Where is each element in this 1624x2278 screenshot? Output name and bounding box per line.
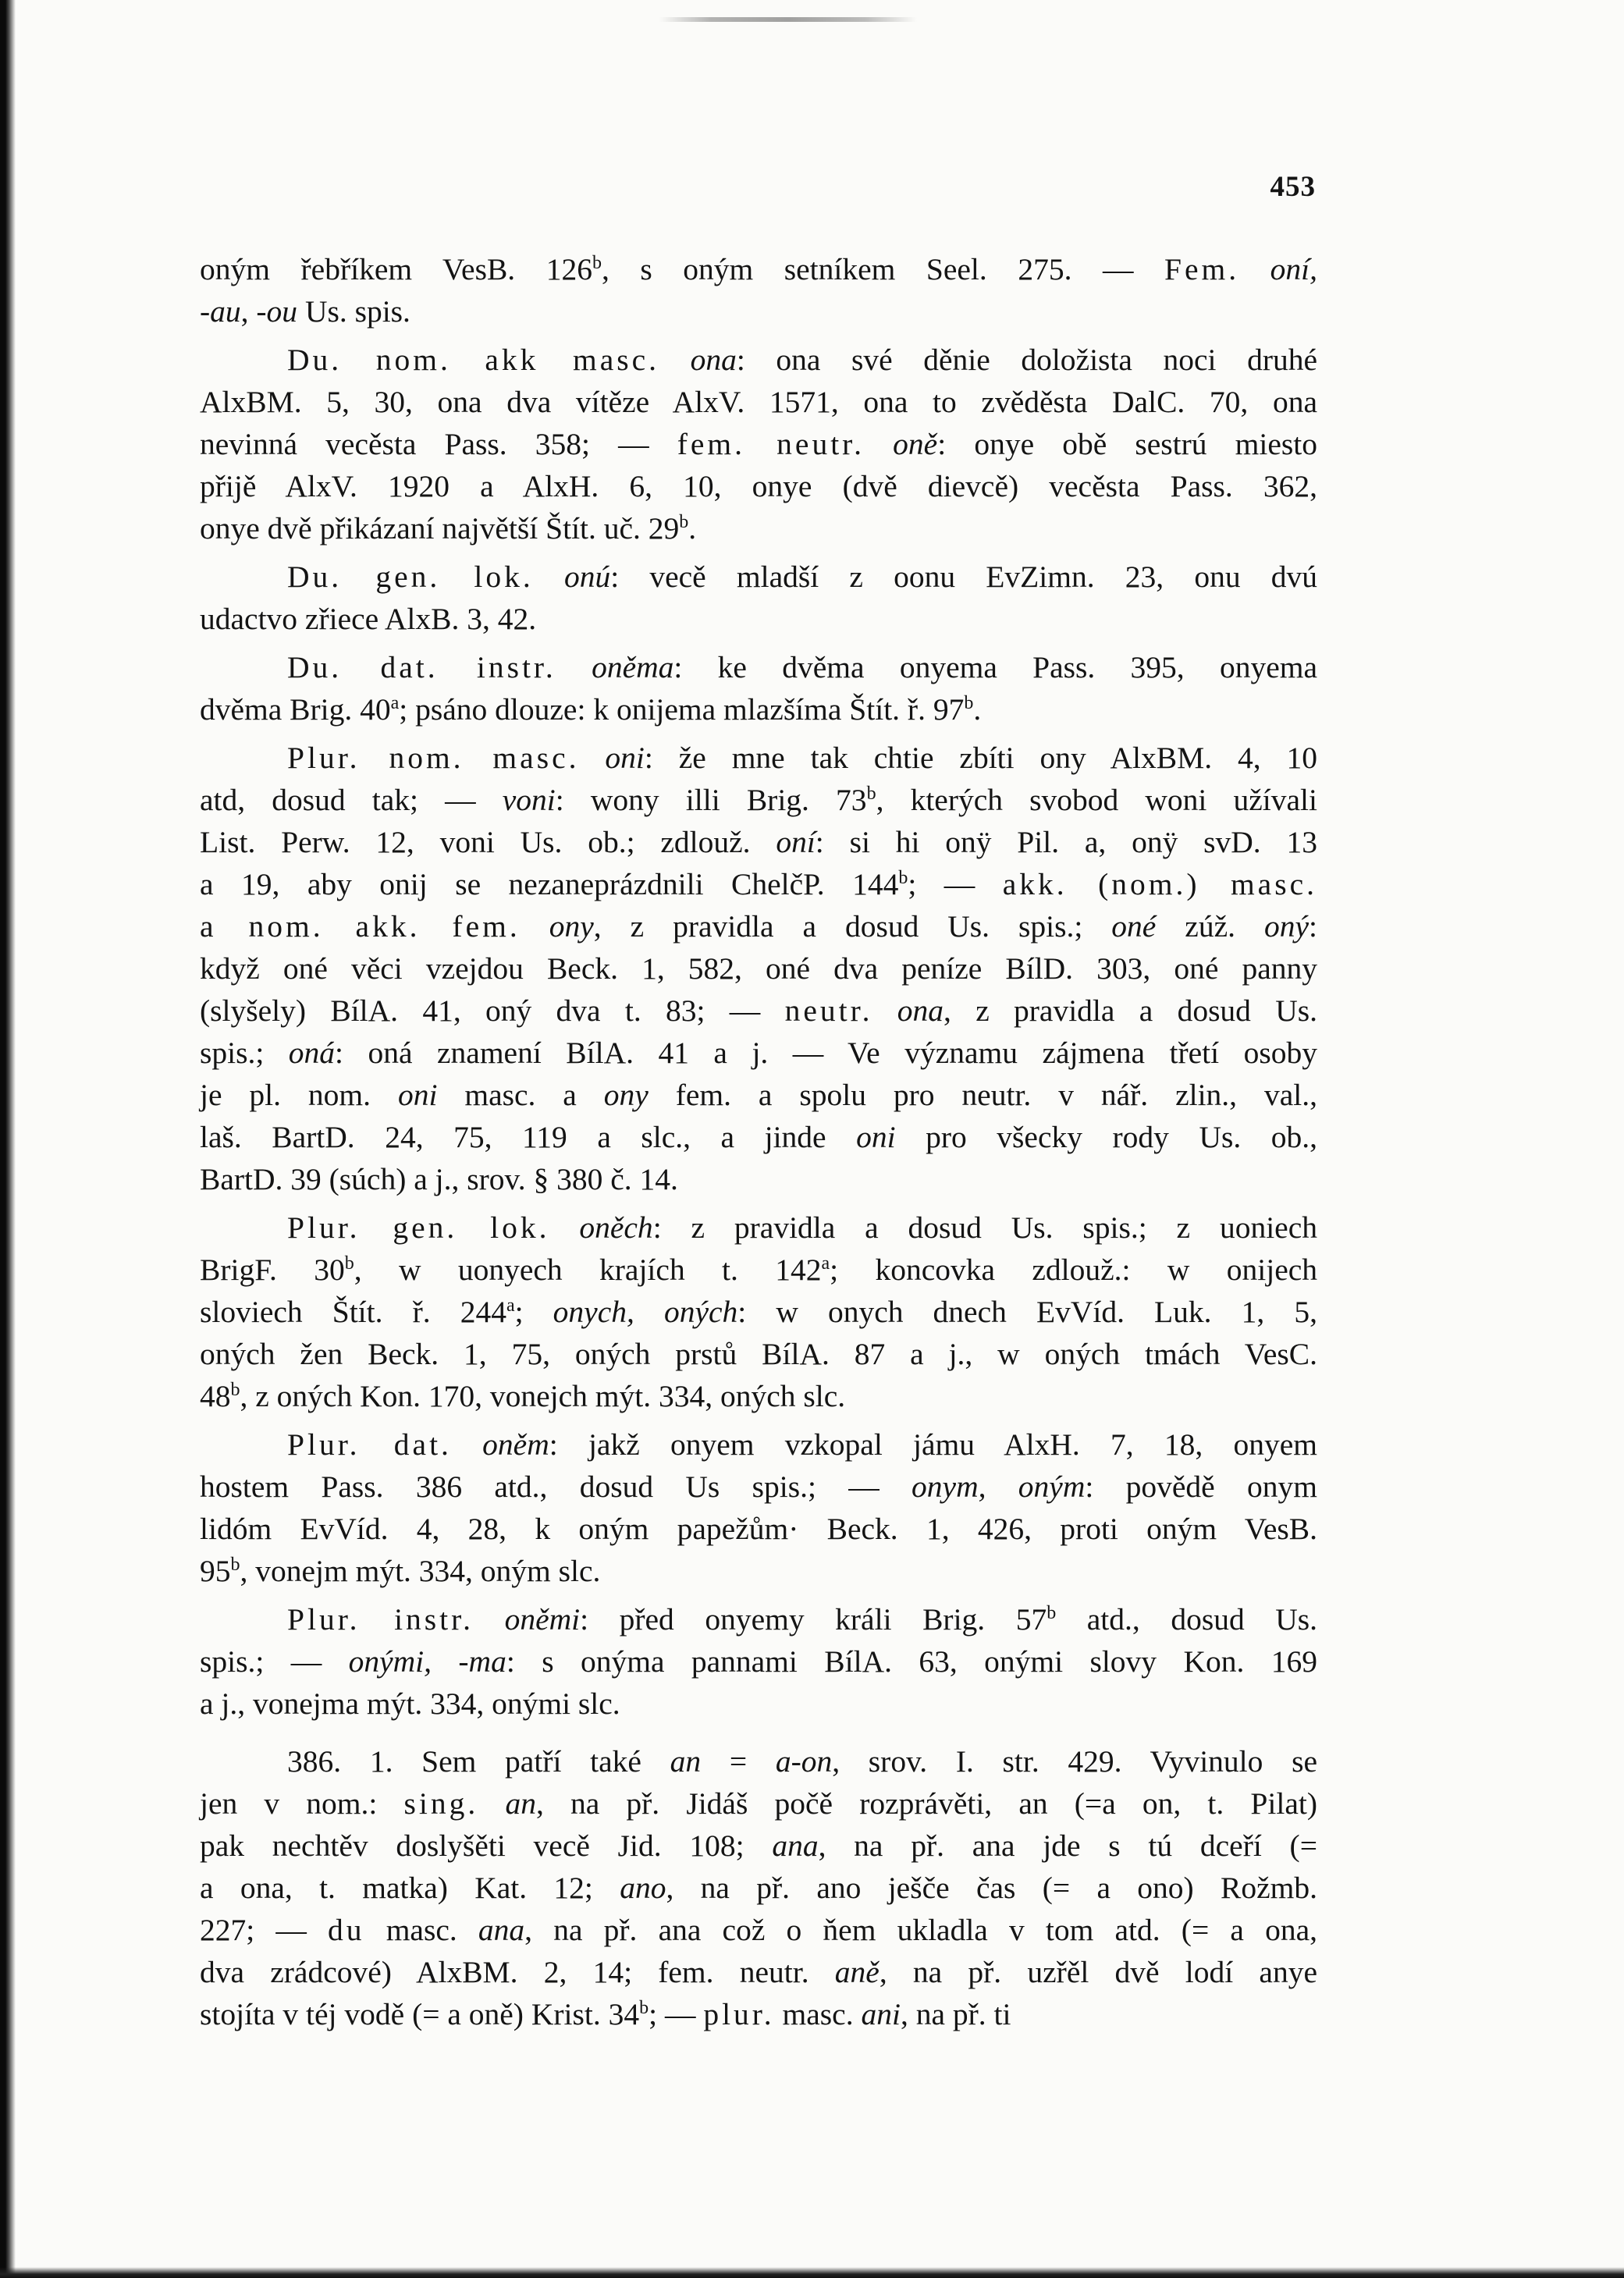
superscript: b: [1047, 1603, 1057, 1623]
text-line: [200, 990, 1317, 1032]
text-run: : s onýma pannami BílA. 63, onými slovy Kon. 169: [506, 1644, 1317, 1679]
text-run: a 19, aby onij se nezaneprázdnili ChelčP. 144: [200, 867, 899, 901]
text-line: [200, 1683, 1317, 1725]
text-run: : vecě mladší z oonu EvZimn. 23, onu dvú: [610, 560, 1317, 594]
text-run: 227; —: [200, 1913, 329, 1947]
text-run: hostem Pass. 386 atd., dosud Us spis.; —: [200, 1470, 912, 1504]
italic-term: ana: [478, 1913, 525, 1947]
text-line: [200, 1207, 1317, 1249]
text-run: , na př. ano ješče čas (= a ono) Rožmb.: [666, 1871, 1317, 1905]
superscript: b: [964, 693, 974, 713]
text-line: [200, 1598, 1317, 1640]
italic-term: onú: [563, 560, 611, 594]
spaced-label: sing.: [403, 1786, 479, 1821]
text-run: , z pravidla a dosud Us.: [943, 993, 1318, 1028]
text-run: BartD. 39 (súch) a j., srov. § 380 č. 14.: [200, 1162, 678, 1196]
text-run: ,: [240, 294, 257, 329]
text-line: [200, 646, 1317, 688]
text-run: [865, 427, 893, 461]
text-run: onye dvě přikázaní najvětší Štít. uč. 29: [200, 511, 680, 546]
text-run: a j., vonejma mýt. 334, onými slc.: [200, 1686, 620, 1721]
text-run: : wony illi Brig. 73: [555, 783, 867, 817]
spaced-label: Du. nom. akk masc.: [287, 343, 660, 377]
text-line: [200, 905, 1317, 947]
text-run: List. Perw. 12, voni Us. ob.; zdlouž.: [200, 825, 776, 859]
text-run: , na př. uzřěl dvě lodí anye: [879, 1955, 1317, 1989]
spaced-label: fem. neutr.: [677, 427, 865, 461]
text-line: [200, 1074, 1317, 1116]
text-run: masc. a: [437, 1078, 604, 1112]
superscript: b: [230, 1555, 240, 1575]
italic-term: onych, oných: [553, 1295, 738, 1329]
text-line: [200, 381, 1317, 423]
italic-term: oněm: [482, 1427, 549, 1462]
text-run: [659, 343, 691, 377]
text-run: , na př. Jidáš počě rozprávěti, an (=a on, t. Pilat): [535, 1786, 1317, 1821]
text-line: [200, 1375, 1317, 1417]
text-line: [200, 290, 1317, 332]
spaced-label: plur.: [703, 1997, 775, 2031]
page-number: 453: [1270, 171, 1316, 203]
text-line: [200, 1423, 1317, 1466]
italic-term: ony: [603, 1078, 649, 1112]
italic-term: oni: [856, 1120, 896, 1154]
text-run: .: [688, 511, 697, 546]
text-run: : že mne tak chtie zbíti ony AlxBM. 4, 10: [644, 741, 1318, 775]
text-line: [200, 1825, 1317, 1867]
italic-term: ony: [549, 909, 594, 944]
italic-term: oněma: [592, 650, 674, 684]
text-run: [474, 1602, 505, 1637]
text-run: : jakž onyem vzkopal jámu AlxH. 7, 18, onyem: [549, 1427, 1317, 1462]
text-run: ; psáno dlouze: k onijema mlazšíma Štít. ř. 97: [399, 692, 965, 727]
text-line: [200, 1951, 1317, 1993]
text-run: 48: [200, 1379, 231, 1413]
superscript: b: [230, 1380, 240, 1400]
spaced-label: Plur. gen. lok.: [287, 1210, 550, 1245]
text-run: : oná znamení BílA. 41 a j. — Ve významu zájmena třetí osoby: [335, 1036, 1317, 1070]
text-run: : z pravidla a dosud Us. spis.; z uoniech: [652, 1210, 1317, 1245]
text-line: [200, 1782, 1317, 1825]
text-run: dva zrádcové) AlxBM. 2, 14; fem. neutr.: [200, 1955, 835, 1989]
text-run: , z pravidla a dosud Us. spis.;: [593, 909, 1112, 944]
text-run: ;: [514, 1295, 553, 1329]
text-line: [200, 556, 1317, 598]
text-run: atd, dosud tak; —: [200, 783, 503, 817]
spaced-label: neutr.: [784, 993, 873, 1028]
text-run: Us. spis.: [297, 294, 410, 329]
superscript: b: [679, 512, 689, 532]
text-run: : si hi onÿ Pil. a, onÿ svD. 13: [815, 825, 1317, 859]
text-run: [521, 909, 549, 944]
text-run: pak nechtěv doslyšěti vecě Jid. 108;: [200, 1828, 773, 1863]
italic-term: oní,: [1270, 252, 1317, 286]
spaced-label: Du. dat. instr.: [287, 650, 556, 684]
superscript: b: [639, 1998, 649, 2018]
spaced-label: Plur. dat.: [287, 1427, 452, 1462]
text-run: spis.; —: [200, 1644, 349, 1679]
text-line: [200, 507, 1317, 549]
italic-term: oně: [893, 427, 938, 461]
text-run: jen v nom.:: [200, 1786, 404, 1821]
italic-term: oni: [605, 741, 645, 775]
text-run: oným řebříkem VesB. 126: [200, 252, 592, 286]
spaced-label: Plur. nom. masc.: [287, 741, 580, 775]
text-line: [200, 1909, 1317, 1951]
italic-term: oná: [288, 1036, 336, 1070]
italic-term: ana: [772, 1828, 819, 1863]
text-run: : w onych dnech EvVíd. Luk. 1, 5,: [737, 1295, 1317, 1329]
text-line: [200, 1032, 1317, 1074]
text-run: , srov. I. str. 429. Vyvinulo se: [832, 1744, 1317, 1779]
italic-term: oní: [776, 825, 816, 859]
text-run: AlxBM. 5, 30, ona dva vítěze AlxV. 1571, ona to zvěděsta DalC. 70, ona: [200, 385, 1317, 419]
italic-term: ona: [690, 343, 737, 377]
text-run: masc.: [364, 1913, 478, 1947]
text-run: , w uonyech krajích t. 142: [354, 1253, 822, 1287]
body-text: [200, 248, 1317, 2035]
scan-border-bottom: [0, 2267, 1624, 2278]
italic-term: -ou: [256, 294, 298, 329]
text-run: , na př. ti: [900, 1997, 1011, 2031]
text-run: sloviech Štít. ř. 244: [200, 1295, 506, 1329]
italic-term: ani: [861, 1997, 901, 2031]
text-run: atd., dosud Us.: [1056, 1602, 1318, 1637]
superscript: a: [821, 1253, 830, 1274]
text-line: [200, 1249, 1317, 1291]
text-line: [200, 248, 1317, 290]
text-run: pro všecky rody Us. ob.,: [895, 1120, 1317, 1154]
text-line: [200, 1867, 1317, 1909]
text-line: [200, 863, 1317, 905]
text-line: [200, 779, 1317, 821]
text-line: [200, 1466, 1317, 1508]
text-run: , na př. ana jde s tú dceří (=: [818, 1828, 1317, 1863]
text-run: : povědě onym: [1085, 1470, 1317, 1504]
superscript: b: [866, 784, 876, 804]
text-line: [200, 598, 1317, 640]
italic-term: oněmi: [504, 1602, 581, 1637]
text-run: a ona, t. matka) Kat. 12;: [200, 1871, 620, 1905]
text-run: ; —: [649, 1997, 704, 2031]
superscript: b: [344, 1253, 354, 1274]
text-run: , kterých svobod woni užívali: [876, 783, 1318, 817]
italic-term: a-on: [775, 1744, 833, 1779]
text-run: [534, 560, 564, 594]
text-run: , s oným setníkem Seel. 275. —: [601, 252, 1164, 286]
text-run: je pl. nom.: [200, 1078, 398, 1112]
text-run: stojíta v téj vodě (= a oně) Krist. 34: [200, 1997, 640, 2031]
italic-term: voni: [502, 783, 556, 817]
text-line: [200, 1116, 1317, 1158]
scan-border-left: [0, 0, 16, 2278]
scan-top-mark: [659, 17, 917, 22]
text-run: spis.;: [200, 1036, 289, 1070]
text-run: [556, 650, 592, 684]
superscript: a: [506, 1295, 515, 1316]
text-line: [200, 821, 1317, 863]
text-line: [200, 1333, 1317, 1375]
text-run: [1239, 252, 1270, 286]
italic-term: onými, -ma: [348, 1644, 506, 1679]
text-run: : ona své děnie doložista noci druhé: [736, 343, 1318, 377]
spaced-label: akk. (nom.) masc.: [1002, 867, 1317, 901]
superscript: b: [898, 868, 908, 888]
text-run: přijě AlxV. 1920 a AlxH. 6, 10, onye (dvě dievcě) vecěsta Pass. 362,: [200, 469, 1317, 503]
italic-term: aně: [834, 1955, 880, 1989]
text-run: , vonejm mýt. 334, oným slc.: [240, 1554, 601, 1588]
text-line: [200, 423, 1317, 465]
text-run: (slyšely) BílA. 41, oný dva t. 83; —: [200, 993, 785, 1028]
text-line: [200, 1993, 1317, 2035]
text-run: :: [1309, 909, 1317, 944]
text-line: [200, 1550, 1317, 1592]
text-run: oných žen Beck. 1, 75, oných prstů BílA. 87 a j., w oných tmách VesC.: [200, 1337, 1317, 1371]
text-run: =: [701, 1744, 776, 1779]
text-run: zúž.: [1156, 909, 1264, 944]
text-run: [579, 741, 605, 775]
text-run: laš. BartD. 24, 75, 119 a slc., a jinde: [200, 1120, 857, 1154]
text-line: [200, 688, 1317, 730]
text-run: [452, 1427, 482, 1462]
text-run: 95: [200, 1554, 231, 1588]
text-run: fem. a spolu pro neutr. v nář. zlin., val.,: [648, 1078, 1317, 1112]
text-run: udactvo zřiece AlxB. 3, 42.: [200, 602, 537, 636]
text-run: nevinná vecěsta Pass. 358; —: [200, 427, 677, 461]
italic-term: an: [670, 1744, 702, 1779]
text-line: [200, 1640, 1317, 1683]
italic-term: ano: [620, 1871, 666, 1905]
italic-term: ona: [897, 993, 944, 1028]
italic-term: -au: [200, 294, 241, 329]
superscript: b: [592, 253, 602, 273]
italic-term: oněch: [579, 1210, 653, 1245]
text-run: BrigF. 30: [200, 1253, 345, 1287]
text-run: : onye obě sestrú miesto: [937, 427, 1317, 461]
text-run: když oné věci vzejdou Beck. 1, 582, oné dva peníze BílD. 303, oné panny: [200, 951, 1317, 986]
italic-term: oný: [1263, 909, 1310, 944]
text-run: [550, 1210, 580, 1245]
text-line: [200, 1291, 1317, 1333]
superscript: a: [390, 693, 400, 713]
text-run: dvěma Brig. 40: [200, 692, 391, 727]
text-run: , na př. ana což o ňem ukladla v tom atd. (= a ona,: [524, 1913, 1317, 1947]
text-line: [200, 737, 1317, 779]
text-run: [872, 993, 897, 1028]
italic-term: oné: [1111, 909, 1157, 944]
text-line: [200, 465, 1317, 507]
text-run: .: [973, 692, 982, 727]
text-line: [200, 339, 1317, 381]
text-run: 386. 1. Sem patří také: [287, 1744, 670, 1779]
italic-term: an: [505, 1786, 536, 1821]
text-run: : ke dvěma onyema Pass. 395, onyema: [673, 650, 1318, 684]
text-run: , z oných Kon. 170, vonejch mýt. 334, oných slc.: [240, 1379, 846, 1413]
text-run: lidóm EvVíd. 4, 28, k oným papežům· Beck. 1, 426, proti oným VesB.: [200, 1512, 1317, 1546]
text-run: ; —: [908, 867, 1003, 901]
spaced-label: du: [328, 1913, 365, 1947]
text-run: : před onyemy králi Brig. 57: [580, 1602, 1047, 1637]
text-line: [200, 947, 1317, 990]
text-run: masc.: [774, 1997, 862, 2031]
text-line: [200, 1158, 1317, 1200]
text-line: [200, 1740, 1317, 1782]
italic-term: oni: [397, 1078, 438, 1112]
spaced-label: a nom. akk. fem.: [200, 909, 521, 944]
spaced-label: Du. gen. lok.: [287, 560, 534, 594]
text-line: [200, 1508, 1317, 1550]
spaced-label: Plur. instr.: [287, 1602, 474, 1637]
spaced-label: Fem.: [1164, 252, 1240, 286]
italic-term: onym, oným: [912, 1470, 1086, 1504]
text-run: [478, 1786, 505, 1821]
text-run: ; koncovka zdlouž.: w onijech: [830, 1253, 1318, 1287]
